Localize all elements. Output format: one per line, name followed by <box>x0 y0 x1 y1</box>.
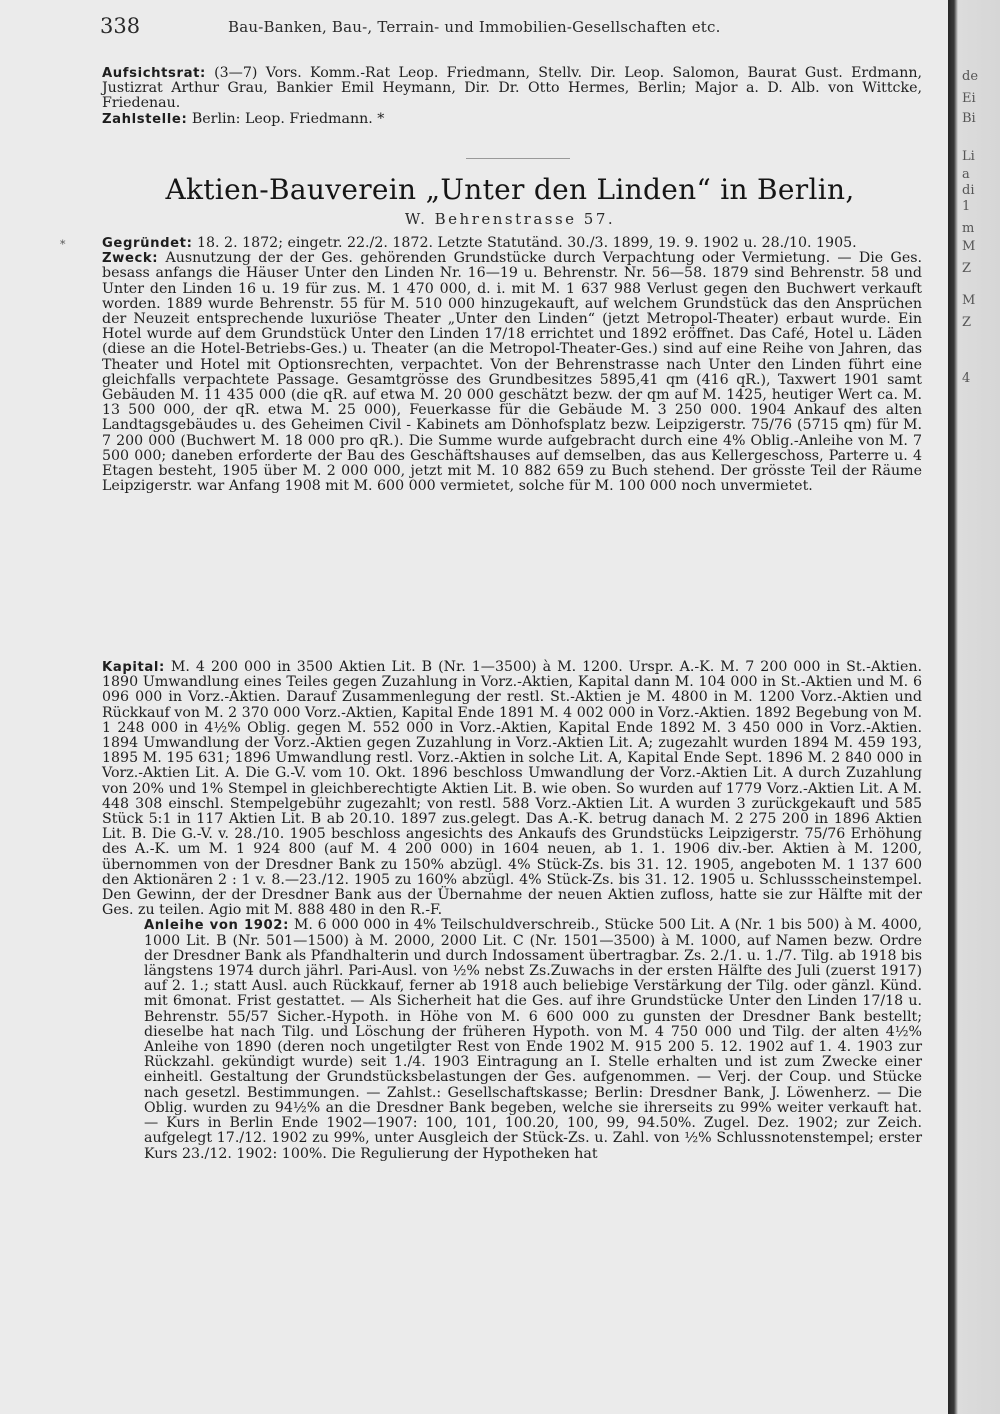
gegruendet-text: 18. 2. 1872; eingetr. 22./2. 1872. Letzte Statutänd. 30./3. 1899, 19. 9. 1902 u. 28./10. 1905. <box>196 235 857 251</box>
zweck-paragraph <box>102 251 922 494</box>
anleihe-paragraph <box>102 918 922 1161</box>
kapital-label: Kapital: <box>102 660 165 675</box>
fragment: 4 <box>962 371 971 386</box>
kapital-text: M. 4 200 000 in 3500 Aktien Lit. B (Nr. 1—3500) à M. 1200. Urspr. A.-K. M. 7 200 000 in St.-Aktien. 1890 Umwandlung eines Teiles gegen Zuzahlung in Vorz.-Aktien, Kapital dann M. 104 000 in St.-Aktien und M. 6 096 000 in Vorz.-Aktien. Darauf Zusammenlegung der restl. St.-Aktien je M. 4800 in M. 1200 Vorz.-Aktien und Rückkauf von M. 2 370 000 Vorz.-Aktien, Kapital Ende 1891 M. 4 002 000 in Vorz.-Aktien. 1892 Begebung von M. 1 248 000 in 4½% Oblig. gegen M. 552 000 in Vorz.-Aktien, Kapital Ende 1892 M. 3 450 000 in Vorz.-Aktien. 1894 Umwandlung der Vorz.-Aktien gegen Zuzahlung in Vorz.-Aktien Lit. A; zugezahlt wurden 1894 M. 459 193, 1895 M. 195 631; 1896 Umwandlung restl. Vorz.-Aktien in solche Lit. A, Kapital Ende Sept. 1896 M. 2 840 000 in Vorz.-Aktien Lit. A. Die G.-V. vom 10. Okt. 1896 beschloss Umwandlung der Vorz.-Aktien Lit. A durch Zuzahlung von 20% und 1% Stempel in gleichberechtigte Aktien Lit. B. wie oben. So wurden auf 1779 Vorz.-Aktien Lit. A M. 448 308 einschl. Stempelgebühr zugezahlt; von restl. 588 Vorz.-Aktien Lit. A wurden 3 zurückgekauft und 585 Stück 5:1 in 117 Aktien Lit. B ab 20.10. 1897 zus.gelegt. Das A.-K. betrug danach M. 2 275 200 in 1896 Aktien Lit. B. Die G.-V. v. 28./10. 1905 beschloss angesichts des Ankaufs des Grundstücks Leipzigerstr. 75/76 Erhöhung des A.-K. um M. 1 924 800 (auf M. 4 200 000) in 1604 neuen, ab 1. 1. 1906 div.-ber. Aktien à M. 1200, übernommen von der Dresdner Bank zu 150% abzügl. 4% Stück-Zs. bis 31. 12. 1905, angeboten M. 1 137 600 den Aktionären 2 : 1 v. 8.—23./12. 1905 zu 160% abzügl. 4% Stück-Zs. bis 31. 12. 1905 u. Schlussscheinstempel. Den Gewinn, der der Dresdner Bank aus der Übernahme der neuen Aktien zufloss, hatte sie zur Hälfte mit der Ges. zu teilen. Agio mit M. 888 480 in den R.-F. <box>102 659 922 919</box>
anleihe-text: M. 6 000 000 in 4% Teilschuldverschreib., Stücke 500 Lit. A (Nr. 1 bis 500) à M. 4000, 1000 Lit. B (Nr. 501—1500) à M. 2000, 2000 Lit. C (Nr. 1501—3500) à M. 1000, auf Namen bezw. Ordre der Dresdner Bank als Pfandhalterin und durch Indossament übertragbar. Zs. 2./1. u. 1./7. Tilg. ab 1918 bis längstens 1974 durch jährl. Pari-Ausl. von ½% nebst Zs.Zuwachs in der ersten Hälfte des Juli (zuerst 1917) auf 2. 1.; statt Ausl. auch Rückkauf, ferner ab 1918 auch beliebige Verstärkung der Tilg. oder gänzl. Künd. mit 6monat. Frist gestattet. — Als Sicherheit hat die Ges. auf ihre Grundstücke Unter den Linden 17/18 u. Behrenstr. 55/57 Sicher.-Hypoth. in Höhe von M. 6 600 000 zu gunsten der Dresdner Bank bestellt; dieselbe hat nach Tilg. und Löschung der früheren Hypoth. von M. 4 750 000 und Tilg. der alten 4½% Anleihe von 1890 (deren noch ungetilgter Rest von Ende 1902 M. 915 200 5. 12. 1902 auf 1. 4. 1903 zur Rückzahl. gekündigt wurde) seit 1./4. 1903 Eintragung an I. Stelle erhalten und ist zum Zwecke einer einheitl. Gestaltung der Grundstücksbelastungen der Ges. aufgenommen. — Verj. der Coup. und Stücke nach gesetzl. Bestimmungen. — Zahlst.: Gesellschaftskasse; Berlin: Dresdner Bank, J. Löwenherz. — Die Oblig. wurden zu 94½% an die Dresdner Bank begeben, welche sie ihrerseits zu 99% weiter verkauft hat. — Kurs in Berlin Ende 1902—1907: 100, 101, 100.20, 100, 99, 94.50%. Zugel. Dez. 1902; zur Zeich. aufgelegt 17./12. 1902 zu 99%, unter Ausgleich der Stück-Zs. u. Zahl. von ½% Schlussnotenstempel; erster Kurs 23./12. 1902: 100%. Die Regulierung der Hypotheken hat <box>144 917 922 1162</box>
fragment: 1 <box>962 199 971 214</box>
adjacent-page-edge <box>948 0 1000 1414</box>
fragment: M <box>962 293 976 308</box>
zweck-text: Ausnutzung der der Ges. gehörenden Grundstücke durch Verpachtung oder Vermietung. — Die Ges. besass anfangs die Häuser Unter den Linden Nr. 16—19 u. Behrenstr. Nr. 56—58. 1879 sind Behrenstr. 58 und Unter den Linden 16 u. 19 für zus. M. 1 470 000, d. i. mit M. 1 637 988 Verlust gegen den Buchwert verkauft worden. 1889 wurde Behrenstr. 55 für M. 510 000 hinzugekauft, auf welchem Grundstück das den Ansprüchen der Neuzeit entsprechende luxuriöse Theater „Unter den Linden“ (jetzt Metropol-Theater) erbaut wurde. Ein Hotel wurde auf dem Grundstück Unter den Linden 17/18 errichtet und 1892 eröffnet. Das Café, Hotel u. Läden (diese an die Hotel-Betriebs-Ges.) u. Theater (an die Metropol-Theater-Ges.) sind auf eine Reihe von Jahren, das Theater und Hotel mit Optionsrechten, verpachtet. Von der Behrenstrasse nach Unter den Linden führt eine gleichfalls verpachtete Passage. Gesamtgrösse des Grundbesitzes 5895,41 qm (416 qR.), Taxwert 1901 samt Gebäuden M. 11 435 000 (die qR. auf etwa M. 20 000 geschätzt bezw. der qm auf M. 1425, heutiger Wert ca. M. 13 500 000, der qR. etwa M. 25 000), Feuerkasse für die Gebäude M. 3 250 000. 1904 Ankauf des alten Landtagsgebäudes u. des Geheimen Civil - Kabinets am Dönhofsplatz bezw. Leipzigerstr. 75/76 (5715 qm) für M. 7 200 000 (Buchwert M. 18 000 pro qR.). Die Summe wurde aufgebracht durch eine 4% Oblig.-Anleihe von M. 7 500 000; daneben erforderte der Bau des Geschäftshauses auf demselben, das aus Kellergeschoss, Parterre u. 4 Etagen besteht, 1905 über M. 2 000 000, jetzt mit M. 10 882 659 zu Buch stehend. Der grösste Teil der Räume Leipzigerstr. war Anfang 1908 mit M. 600 000 vermietet, solche für M. 100 000 noch unvermietet. <box>102 250 923 495</box>
fragment: Z <box>962 261 972 276</box>
fragment: Ei <box>962 91 976 106</box>
fragment: m <box>962 221 975 236</box>
zweck-label: Zweck: <box>102 251 159 267</box>
margin-marker: * <box>60 238 66 251</box>
previous-entry-tail <box>102 66 922 127</box>
zahlstelle-label: Zahlstelle: <box>102 111 188 127</box>
entry-address: W. Behrenstrasse 57. <box>404 210 616 228</box>
section-divider <box>466 158 570 159</box>
aufsichtsrat-text: (3—7) Vors. Komm.-Rat Leop. Friedmann, Stellv. Dir. Leop. Salomon, Baurat Gust. Erdmann, Justizrat Arthur Grau, Bankier Emil Heymann, Dir. Dr. Otto Hermes, Berlin; Major a. D. Alb. von Wittcke, Friedenau. <box>102 65 922 112</box>
fragment: a <box>962 167 970 182</box>
anleihe-label: Anleihe von 1902: <box>144 918 289 934</box>
entry-body-kapital <box>102 660 922 1162</box>
fragment: de <box>962 69 979 84</box>
fragment: Z <box>962 315 972 330</box>
fragment: M <box>962 239 976 254</box>
page-number: 338 <box>100 14 141 38</box>
entry-body-top <box>102 236 922 494</box>
gegruendet-label: Gegründet: <box>102 236 193 251</box>
entry-title: Aktien-Bauverein „Unter den Linden“ in Berlin, <box>165 173 855 206</box>
gegruendet-paragraph <box>102 236 922 251</box>
fragment: Li <box>962 149 975 164</box>
running-title: Bau-Banken, Bau-, Terrain- und Immobilien-Gesellschaften etc. <box>228 18 721 36</box>
zahlstelle-text: Berlin: Leop. Friedmann. * <box>191 110 385 127</box>
fragment: di <box>962 183 975 198</box>
kapital-paragraph <box>102 660 922 918</box>
page-header <box>100 14 920 44</box>
aufsichtsrat-label: Aufsichtsrat: <box>102 66 206 81</box>
fragment: Bi <box>962 111 976 126</box>
